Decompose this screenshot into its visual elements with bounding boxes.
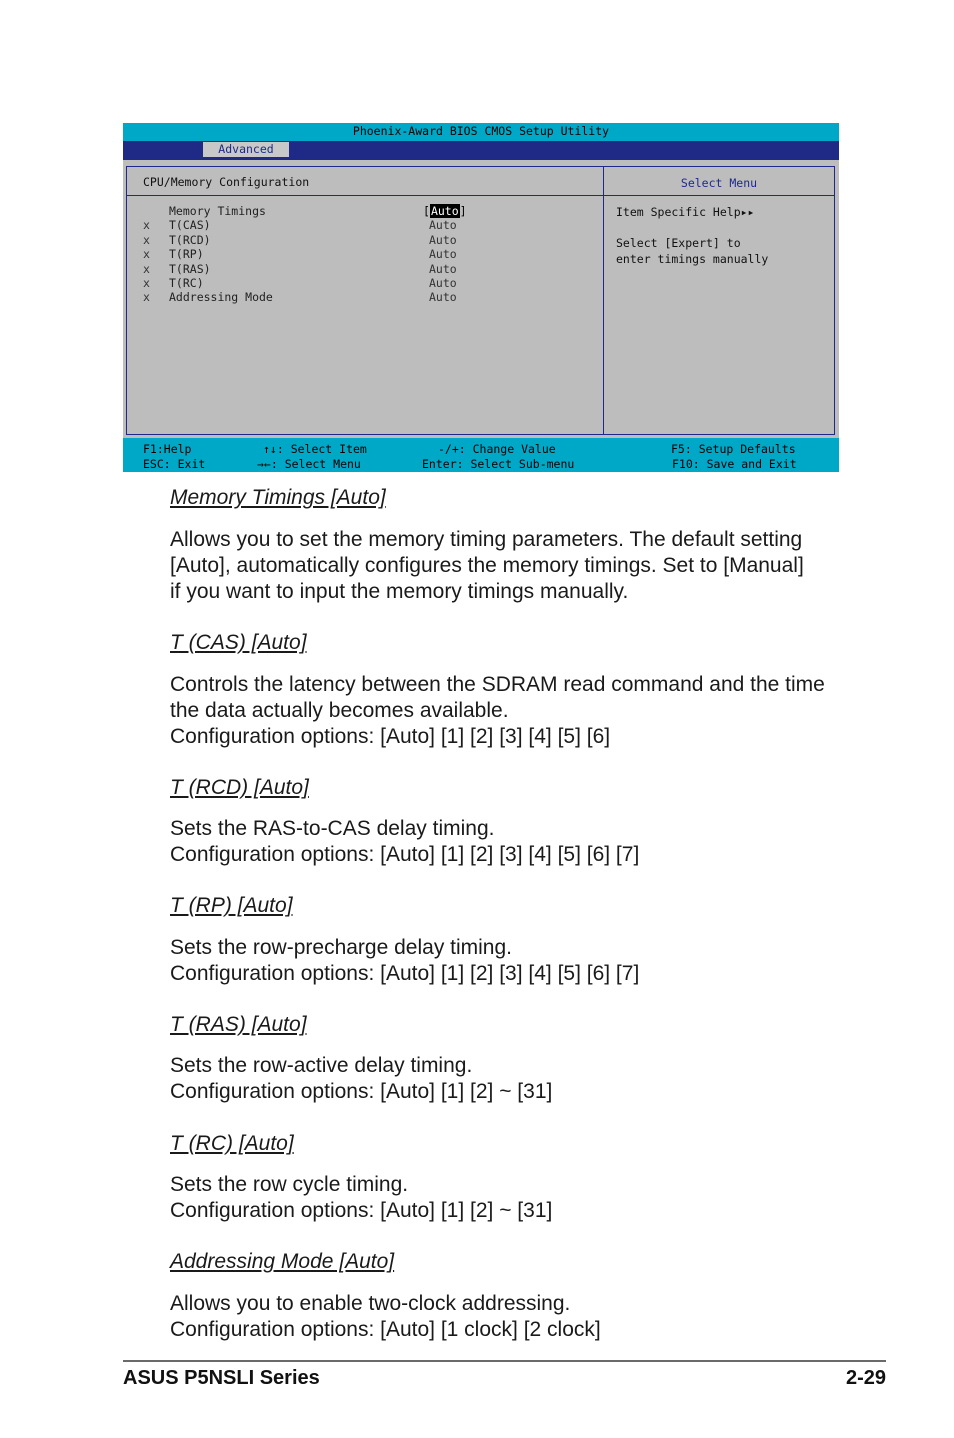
help-line: enter timings manually xyxy=(616,252,769,266)
item-name: Memory Timings xyxy=(169,204,266,218)
heading-t-ras: T (RAS) [Auto] xyxy=(170,1013,307,1036)
item-value: Auto xyxy=(429,290,457,304)
heading-t-rp: T (RP) [Auto] xyxy=(170,894,293,917)
bios-key-legend xyxy=(123,438,839,472)
item-t-rcd xyxy=(127,233,597,247)
item-value: Auto xyxy=(429,276,457,290)
text-line: Allows you to enable two-clock addressing. xyxy=(170,1292,571,1315)
bios-screenshot xyxy=(123,123,839,472)
disabled-mark: x xyxy=(143,290,150,304)
disabled-mark: x xyxy=(143,247,150,261)
bios-panel xyxy=(126,166,835,435)
item-t-ras xyxy=(127,262,597,276)
heading-t-rcd: T (RCD) [Auto] xyxy=(170,776,309,799)
item-t-rc xyxy=(127,276,597,290)
text-line: Configuration options: [Auto] [1] [2] ~ [31] xyxy=(170,1080,553,1103)
key-select-item: ↑↓: Select Item xyxy=(263,442,367,456)
key-help: F1:Help xyxy=(143,442,192,456)
desc-t-rcd xyxy=(170,816,639,868)
text-line: Sets the RAS-to-CAS delay timing. xyxy=(170,817,495,840)
item-name: T(RP) xyxy=(169,247,204,261)
key-select-menu: →←: Select Menu xyxy=(257,457,361,471)
disabled-mark: x xyxy=(143,218,150,232)
text-line: Sets the row cycle timing. xyxy=(170,1173,409,1196)
desc-t-ras xyxy=(170,1053,552,1105)
item-value-selected[interactable] xyxy=(423,204,467,218)
item-value: Auto xyxy=(429,262,457,276)
highlighted-value: Auto xyxy=(430,204,459,218)
help-line: Item Specific Help▸▸ xyxy=(616,205,755,219)
key-sub-menu: Enter: Select Sub-menu xyxy=(422,457,575,471)
heading-addressing-mode: Addressing Mode [Auto] xyxy=(170,1250,395,1273)
item-t-rp xyxy=(127,247,597,261)
text-line: Configuration options: [Auto] [1 clock] [2 clock] xyxy=(170,1318,601,1341)
text-line: Sets the row-active delay timing. xyxy=(170,1054,473,1077)
text-line: Configuration options: [Auto] [1] [2] ~ [31] xyxy=(170,1199,553,1222)
desc-t-cas xyxy=(170,672,825,750)
text-line: Controls the latency between the SDRAM read command and the time xyxy=(170,673,825,696)
bios-title-bar: Phoenix-Award BIOS CMOS Setup Utility xyxy=(123,123,839,141)
text-line: Configuration options: [Auto] [1] [2] [3] [4] [5] [6] [7] xyxy=(170,843,640,866)
help-line: Select [Expert] to xyxy=(616,236,741,250)
section-header xyxy=(127,167,604,196)
key-exit: ESC: Exit xyxy=(143,457,206,471)
desc-memory-timings xyxy=(170,527,804,605)
heading-memory-timings: Memory Timings [Auto] xyxy=(170,486,386,509)
key-change-value: -/+: Change Value xyxy=(438,442,556,456)
item-name: T(RC) xyxy=(169,276,204,290)
item-t-cas xyxy=(127,218,597,232)
text-line: Configuration options: [Auto] [1] [2] [3] [4] [5] [6] [7] xyxy=(170,962,640,985)
text-line: Sets the row-precharge delay timing. xyxy=(170,936,512,959)
disabled-mark: x xyxy=(143,276,150,290)
key-save-exit: F10: Save and Exit xyxy=(672,457,797,471)
key-defaults: F5: Setup Defaults xyxy=(671,442,796,456)
item-name: T(RCD) xyxy=(169,233,211,247)
bios-menu-bar xyxy=(123,141,839,160)
desc-t-rp xyxy=(170,935,639,987)
footer-rule xyxy=(123,1360,886,1362)
item-value: Auto xyxy=(429,218,457,232)
desc-addressing-mode xyxy=(170,1291,601,1343)
text-line: if you want to input the memory timings manually. xyxy=(170,580,629,603)
item-name: T(CAS) xyxy=(169,218,211,232)
item-name: Addressing Mode xyxy=(169,290,273,304)
item-value: Auto xyxy=(429,247,457,261)
desc-t-rc xyxy=(170,1172,552,1224)
text-line: Allows you to set the memory timing parameters. The default setting xyxy=(170,528,803,551)
disabled-mark: x xyxy=(143,262,150,276)
item-list xyxy=(127,196,604,434)
help-title: Select Menu xyxy=(680,176,758,190)
heading-t-rc: T (RC) [Auto] xyxy=(170,1132,294,1155)
footer-product-name: ASUS P5NSLI Series xyxy=(123,1367,320,1389)
section-title: CPU/Memory Configuration xyxy=(143,175,310,189)
item-addressing-mode xyxy=(127,290,597,304)
item-value: Auto xyxy=(429,233,457,247)
tab-advanced[interactable]: Advanced xyxy=(203,142,289,157)
item-name: T(RAS) xyxy=(169,262,211,276)
disabled-mark: x xyxy=(143,233,150,247)
footer-page-number: 2-29 xyxy=(845,1367,886,1389)
text-line: [Auto], automatically configures the memory timings. Set to [Manual] xyxy=(170,554,804,577)
bracket-left: [ xyxy=(423,204,430,218)
bracket-right: ] xyxy=(459,204,467,218)
text-line: the data actually becomes available. xyxy=(170,699,509,722)
item-memory-timings[interactable] xyxy=(127,204,597,218)
heading-t-cas: T (CAS) [Auto] xyxy=(170,631,307,654)
help-header xyxy=(604,167,834,196)
text-line: Configuration options: [Auto] [1] [2] [3] [4] [5] [6] xyxy=(170,725,611,748)
